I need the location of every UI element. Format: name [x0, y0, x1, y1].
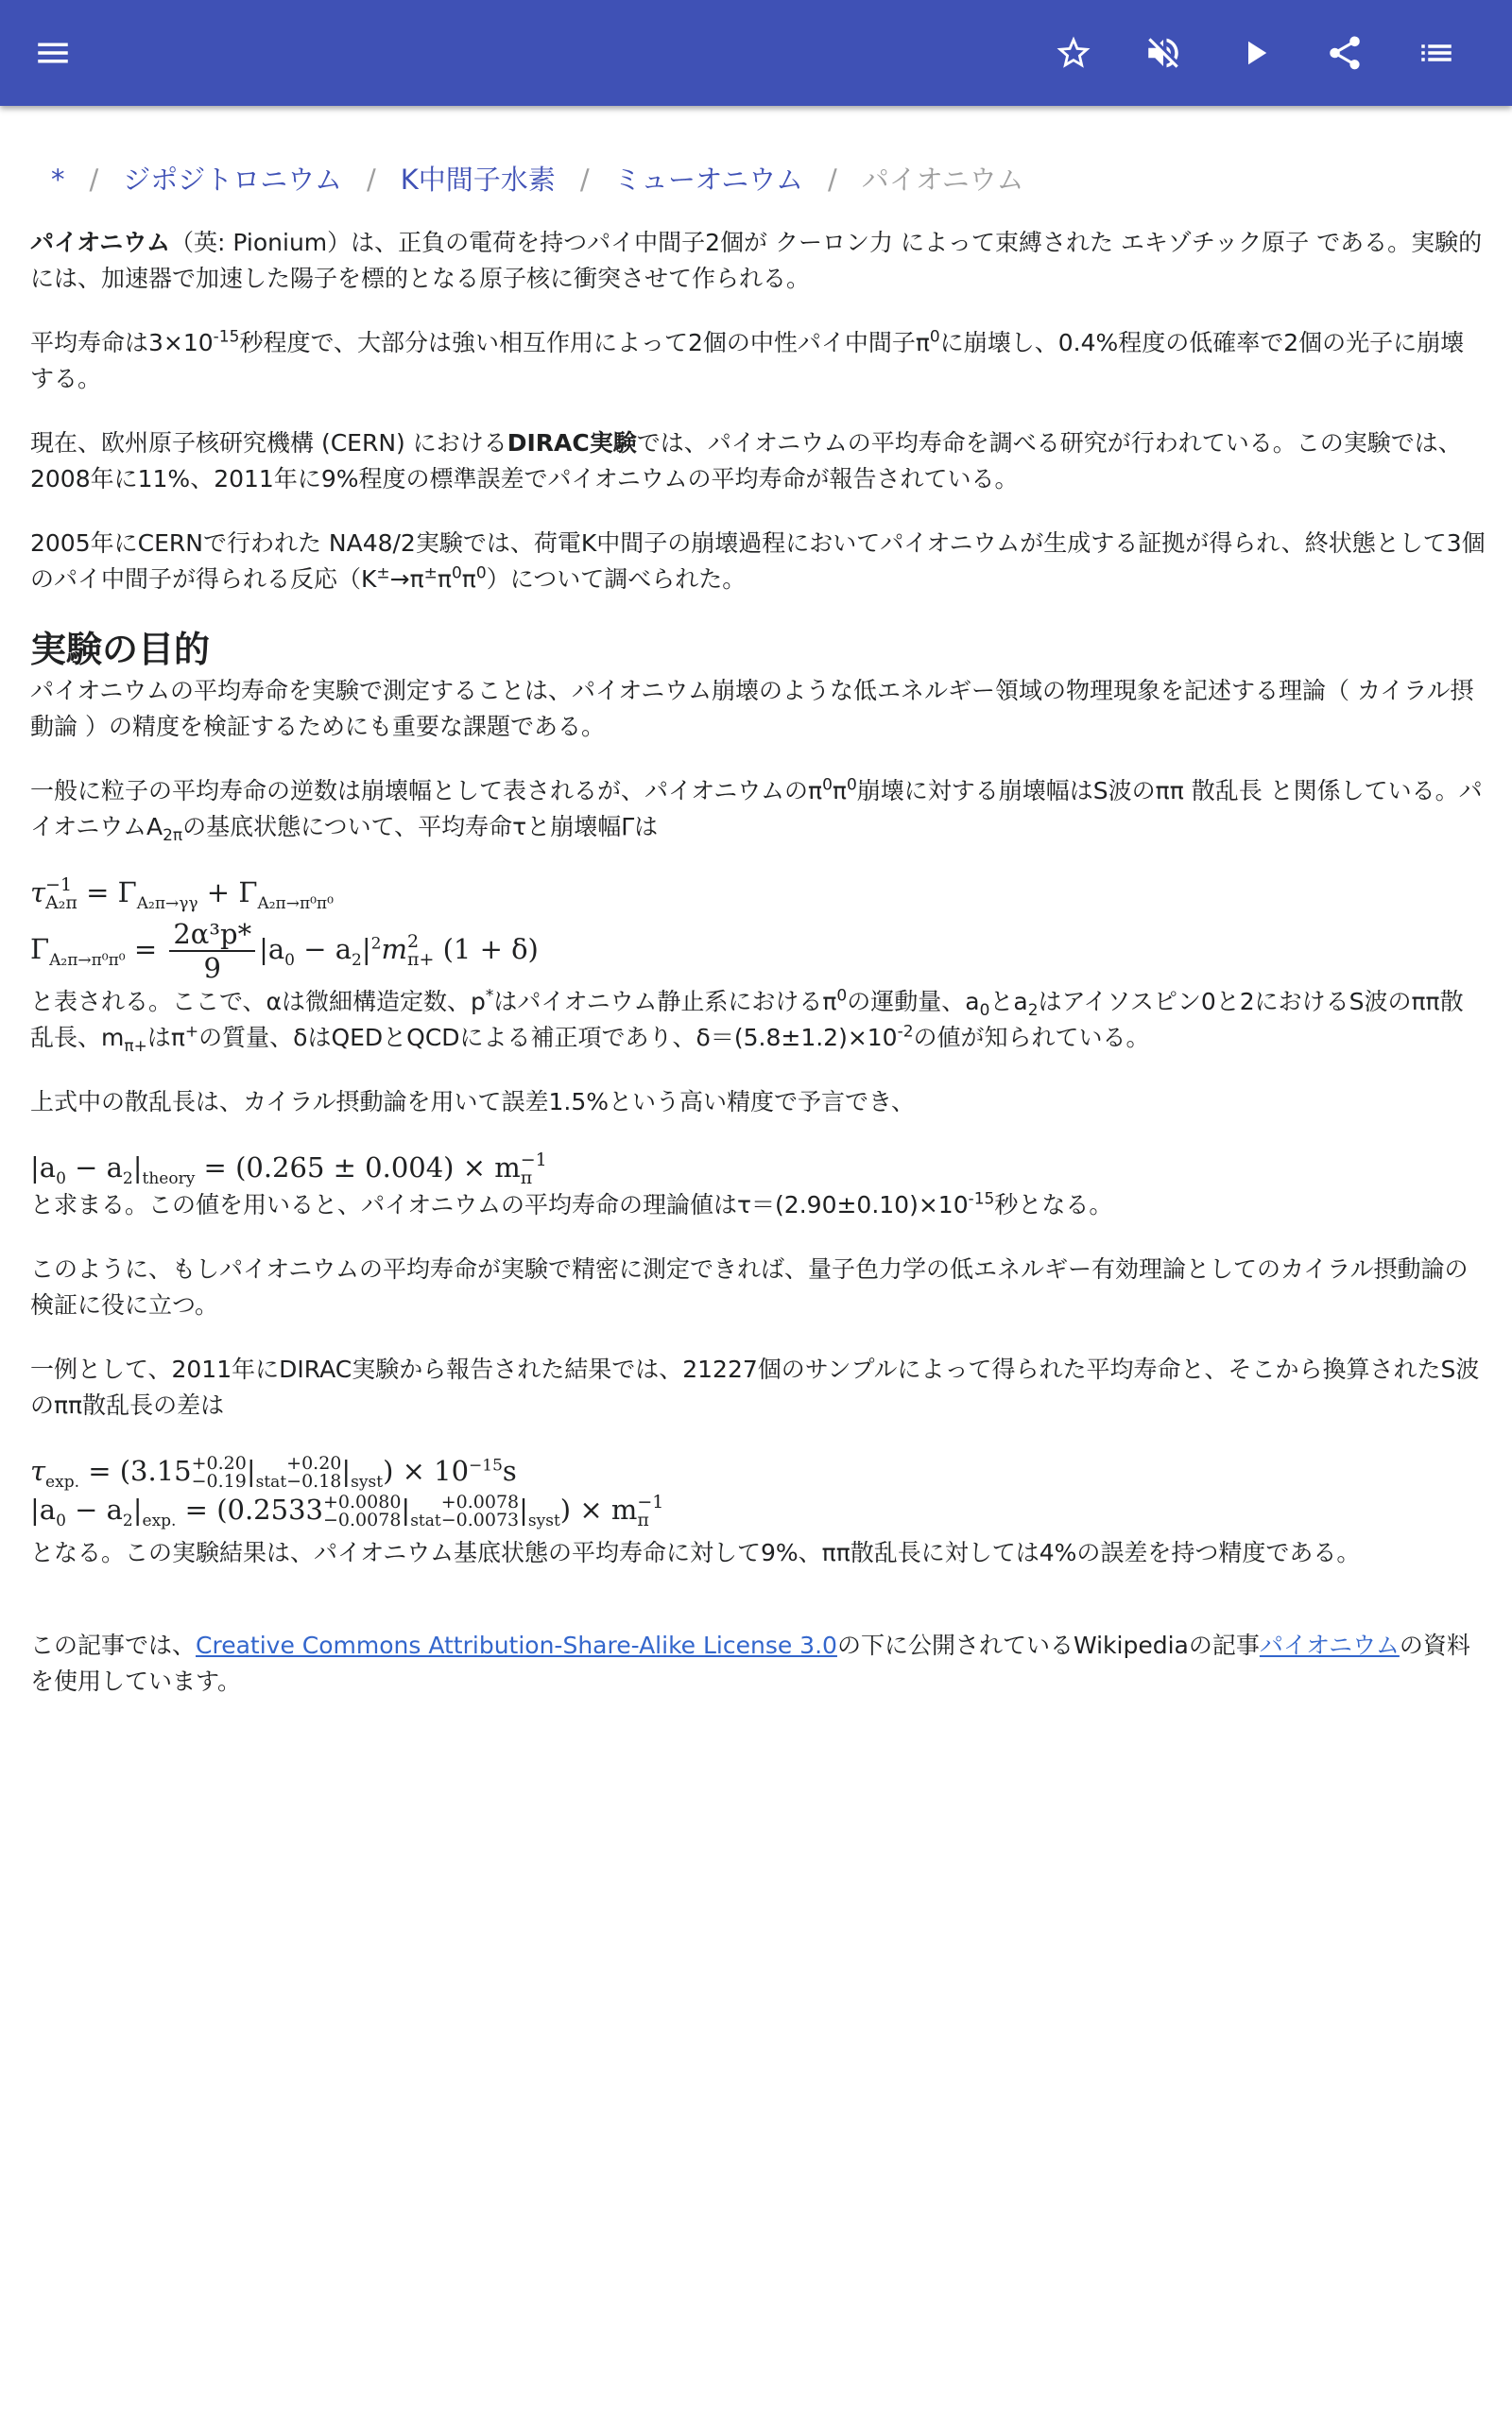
- text: の質量、δはQEDとQCDによる補正項であり、δ＝(5.8±1.2)×10: [198, 1024, 898, 1051]
- text: はアイソスピン0と2におけるS波のππ散乱長、m: [30, 988, 1464, 1051]
- math-sub: −0.19: [191, 1471, 247, 1492]
- text: と求まる。この値を用いると、パイオニウムの平均寿命の理論値はτ＝(2.90±0.10)×10: [30, 1191, 969, 1219]
- playlist-icon: [1417, 33, 1456, 73]
- math-sub: −0.0073: [440, 1510, 520, 1530]
- equation-exp-lifetime: $\tau_{exp.} = (3.15$ +0.20 −0.19 $|_{stat}$ +0.20 −0.18 $|_{syst}) \times 10^{-15}s$: [30, 1453, 517, 1492]
- star-outline-icon: [1054, 33, 1093, 73]
- math-sup: −1: [45, 874, 73, 895]
- math: s: [502, 1455, 517, 1487]
- app-bar: [0, 0, 1512, 106]
- text: 崩壊に対する崩壊幅はS波のππ 散乱長 と関係している。パイオニウムA: [30, 777, 1483, 840]
- sup: -15: [968, 1189, 995, 1209]
- text: 秒となる。: [994, 1191, 1113, 1219]
- text: ）について調べられた。: [486, 565, 747, 593]
- math-sup: +0.20: [191, 1453, 247, 1474]
- equation-decay-width: [30, 918, 1486, 984]
- text: （英: Pionium）は、正負の電荷を持つパイ中間子2個が クーロン力 によって束縛された エキゾチック原子 である。実験的には、加速器で加速した陽子を標的となる原子核に衝突させて作られる。: [30, 229, 1483, 292]
- math: + Γ: [206, 876, 258, 908]
- math: − a: [65, 1151, 123, 1184]
- sub: 0: [979, 1001, 990, 1020]
- equation-theory: [30, 1149, 1486, 1187]
- equation-lifetime: [30, 873, 1486, 912]
- math: = (3.15: [78, 1455, 192, 1487]
- section-paragraph-2: [30, 773, 1486, 845]
- math-sub: A₂π→γγ: [136, 893, 198, 913]
- sup: ±: [376, 563, 390, 583]
- text: 秒程度で、大部分は強い相互作用によって2個の中性パイ中間子π: [239, 329, 930, 356]
- menu-button[interactable]: [25, 25, 81, 81]
- sup: -15: [213, 327, 240, 347]
- sup: 0: [451, 563, 462, 583]
- breadcrumb-item-home[interactable]: *: [51, 164, 65, 196]
- text: π: [832, 777, 847, 804]
- denominator: 9: [203, 952, 221, 984]
- math-sub: A₂π: [45, 892, 77, 913]
- math-sub: π+: [406, 949, 435, 970]
- breadcrumb-separator: /: [579, 164, 590, 196]
- math-sub: −0.18: [286, 1471, 342, 1492]
- breadcrumb-item-dipositronium[interactable]: ジポジトロニウム: [123, 164, 342, 196]
- text: 平均寿命は3×10: [30, 329, 214, 356]
- math: |a: [30, 1151, 57, 1184]
- math-sub: 0: [56, 1168, 66, 1188]
- sup: ±: [423, 563, 438, 583]
- math-sub: stat: [410, 1511, 441, 1530]
- math: =: [133, 933, 158, 965]
- math-sub: π: [637, 1510, 649, 1530]
- menu-icon: [33, 33, 73, 73]
- toc-button[interactable]: [1408, 25, 1465, 81]
- intro-paragraph-4: [30, 526, 1486, 597]
- section-paragraph-3: [30, 984, 1486, 1056]
- text: に崩壊し、0.4%程度の低確率で2個の光子に崩壊する。: [30, 329, 1465, 392]
- math: = (0.2533: [176, 1494, 323, 1526]
- text: とa: [989, 988, 1028, 1015]
- text: の資料を使用しています。: [30, 1632, 1470, 1695]
- math-sub: 2: [352, 950, 362, 970]
- text: π: [461, 565, 476, 593]
- breadcrumb-item-muonium[interactable]: ミューオニウム: [613, 164, 803, 196]
- intro-paragraph-1: [30, 225, 1486, 297]
- math: − a: [65, 1494, 123, 1526]
- math: |: [132, 1151, 143, 1184]
- math-sup: +0.0080: [323, 1492, 402, 1512]
- article-content: [30, 161, 1486, 1728]
- text: の下に公開されているWikipediaの記事: [836, 1632, 1260, 1659]
- math: Γ: [30, 933, 50, 965]
- breadcrumb-item-kaonic-hydrogen[interactable]: K中間子水素: [400, 164, 556, 196]
- math-sub: exp.: [45, 1472, 79, 1492]
- math: τ: [30, 1455, 46, 1487]
- play-button[interactable]: [1227, 25, 1283, 81]
- article-term: パイオニウム: [30, 229, 171, 256]
- math: m: [381, 933, 407, 965]
- text: の値が知られている。: [913, 1024, 1150, 1051]
- math: |a: [259, 933, 285, 965]
- volume-off-icon: [1143, 33, 1183, 73]
- text: はπ: [146, 1024, 185, 1051]
- section-paragraph-8: となる。この実験結果は、パイオニウム基底状態の平均寿命に対して9%、ππ散乱長に対しては4%の誤差を持つ精度である。: [30, 1539, 1361, 1566]
- breadcrumb-separator: /: [827, 164, 837, 196]
- math-sub: 2: [122, 1511, 133, 1530]
- math-sup: 2: [370, 934, 382, 954]
- breadcrumb-separator: /: [367, 164, 376, 196]
- math: |a: [30, 1494, 57, 1526]
- math-sub: π: [520, 1167, 533, 1188]
- math: τ: [30, 876, 46, 908]
- sup: +: [184, 1022, 199, 1042]
- license-link[interactable]: Creative Commons Attribution-Share-Alike License 3.0: [196, 1632, 837, 1659]
- math-sup: −1: [520, 1150, 547, 1170]
- license-notice: [30, 1628, 1486, 1700]
- sup: 0: [846, 775, 857, 795]
- math-sup: +0.20: [286, 1453, 342, 1474]
- mute-button[interactable]: [1135, 25, 1192, 81]
- text: では、パイオニウムの平均寿命を調べる研究が行われている。この実験では、2008年に11%、2011年に9%程度の標準誤差でパイオニウムの平均寿命が報告されている。: [30, 429, 1462, 493]
- math-sub: exp.: [142, 1511, 177, 1530]
- sub: π+: [124, 1037, 147, 1056]
- section-paragraph-4: 上式中の散乱長は、カイラル摂動論を用いて誤差1.5%という高い精度で予言でき、: [30, 1088, 916, 1115]
- section-paragraph-5: [30, 1187, 1486, 1223]
- text: この記事では、: [30, 1632, 197, 1659]
- text: の基底状態について、平均寿命τと崩壊幅Γは: [182, 813, 659, 840]
- share-button[interactable]: [1316, 25, 1373, 81]
- equation-exp-scattering: $|a_0 - a_2|_{exp.} = (0.2533$ +0.0080 −0.0078 $|_{stat}$ +0.0078 −0.0073 $|_{syst}) \times m$ −1 π: [30, 1492, 664, 1530]
- sup: 0: [836, 986, 848, 1006]
- math-sub: 0: [56, 1511, 66, 1530]
- share-icon: [1325, 33, 1365, 73]
- section-paragraph-1: パイオニウムの平均寿命を実験で測定することは、パイオニウム崩壊のような低エネルギー領域の物理現象を記述する理論（ カイラル摂動論 ）の精度を検証するためにも重要な課題である。: [30, 677, 1474, 740]
- text: 一般に粒子の平均寿命の逆数は崩壊幅として表されるが、パイオニウムのπ: [30, 777, 823, 804]
- sub: 2: [1027, 1001, 1039, 1020]
- play-icon: [1235, 33, 1275, 73]
- math-sub: theory: [142, 1168, 196, 1188]
- math-sup: 2: [406, 931, 420, 952]
- text: の運動量、a: [847, 988, 980, 1015]
- math: |: [132, 1494, 143, 1526]
- math-sup: −1: [637, 1492, 664, 1512]
- math: − a: [294, 933, 352, 965]
- math: = Γ: [86, 876, 137, 908]
- text: 2005年にCERNで行われた NA48/2実験では、荷電K中間子の崩壊過程においてパイオニウムが生成する証拠が得られ、終状態として3個のパイ中間子が得られる反応（K: [30, 529, 1486, 593]
- math-sub: −0.0078: [323, 1510, 402, 1530]
- fraction: [169, 918, 255, 984]
- numerator: 2α³p*: [169, 918, 255, 952]
- breadcrumb-current: パイオニウム: [861, 164, 1024, 196]
- text: 現在、欧州原子核研究機構 (CERN) における: [30, 429, 507, 457]
- text: →π: [389, 565, 424, 593]
- text: と表される。ここで、αは微細構造定数、p: [30, 988, 486, 1015]
- sup: 0: [475, 563, 487, 583]
- math-sup: +0.0078: [440, 1492, 520, 1512]
- text: π: [437, 565, 452, 593]
- sup: -2: [897, 1022, 914, 1042]
- text: はパイオニウム静止系におけるπ: [493, 988, 837, 1015]
- math-sub: A₂π→π⁰π⁰: [257, 893, 334, 913]
- section-paragraph-6: このように、もしパイオニウムの平均寿命が実験で精密に測定できれば、量子色力学の低エネルギー有効理論としてのカイラル摂動論の検証に役に立つ。: [30, 1255, 1469, 1319]
- math-sub: A₂π→π⁰π⁰: [49, 950, 126, 970]
- math-sup: −15: [469, 1456, 503, 1476]
- math-sub: stat: [255, 1472, 287, 1492]
- sup: 0: [929, 327, 940, 347]
- experiment-name: DIRAC実験: [507, 429, 637, 457]
- source-article-link[interactable]: パイオニウム: [1259, 1632, 1400, 1659]
- sup: 0: [822, 775, 833, 795]
- section-heading: 実験の目的: [30, 629, 211, 670]
- breadcrumb: [51, 161, 1486, 199]
- math: = (0.265 ± 0.004) × m: [195, 1151, 521, 1184]
- section-paragraph-7: 一例として、2011年にDIRAC実験から報告された結果では、21227個のサンプルによって得られた平均寿命と、そこから換算されたS波のππ散乱長の差は: [30, 1356, 1480, 1419]
- math-sub: 2: [122, 1168, 133, 1188]
- math-sub: syst: [351, 1472, 384, 1492]
- math: (1 + δ): [434, 933, 539, 965]
- math-sub: 0: [284, 950, 295, 970]
- sub: 2π: [163, 826, 183, 845]
- breadcrumb-separator: /: [89, 164, 99, 196]
- sup: *: [485, 986, 494, 1006]
- intro-paragraph-2: [30, 325, 1486, 397]
- math: |: [361, 933, 371, 965]
- math: ) × 10: [383, 1455, 470, 1487]
- intro-paragraph-3: [30, 425, 1486, 497]
- math-sub: syst: [527, 1511, 560, 1530]
- math: ) × m: [559, 1494, 638, 1526]
- favorite-button[interactable]: [1045, 25, 1102, 81]
